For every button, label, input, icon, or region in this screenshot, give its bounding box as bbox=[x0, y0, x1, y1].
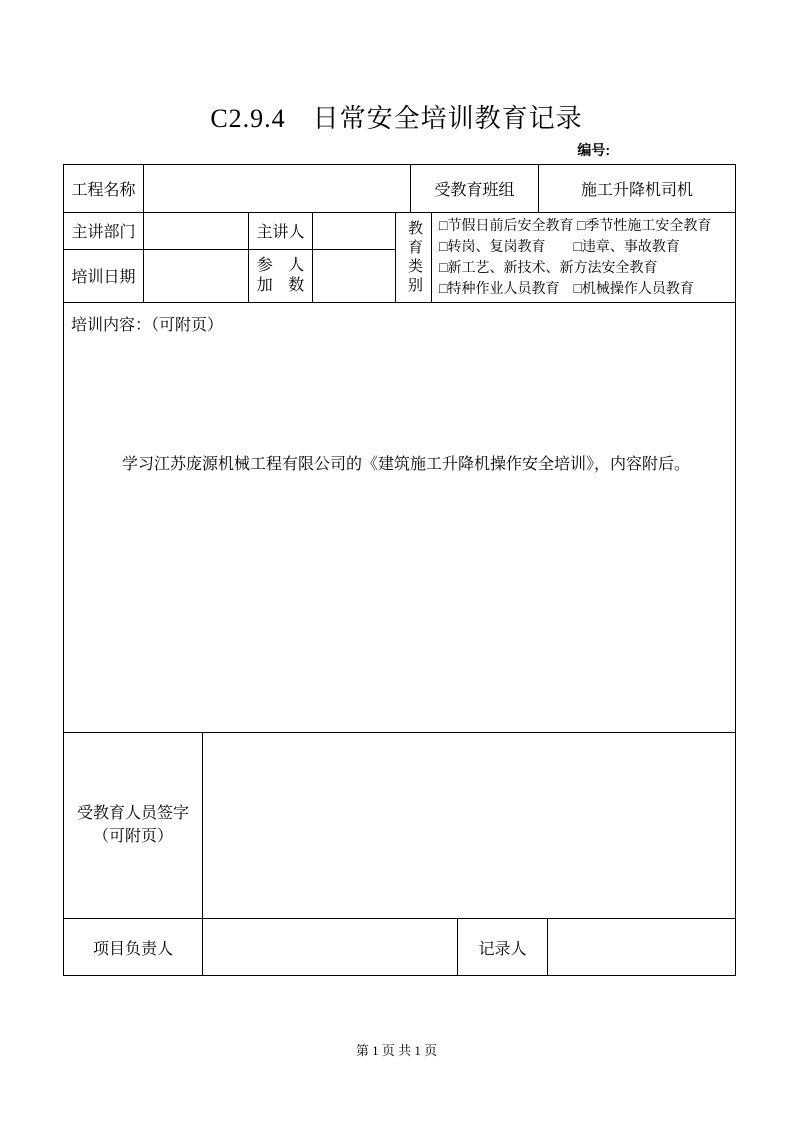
signature-label bbox=[64, 733, 203, 918]
training-content-label: 培训内容：（可附页） bbox=[71, 317, 224, 334]
training-content-cell[interactable] bbox=[64, 303, 735, 732]
signature-value[interactable] bbox=[203, 733, 735, 918]
project-name-value[interactable] bbox=[144, 165, 411, 212]
training-content-text: 学习江苏庞源机械工程有限公司的《建筑施工升降机操作安全培训》，内容附后。 bbox=[122, 456, 691, 473]
edu-category-option-transfer[interactable]: □转岗、复岗教育 □违章、事故教育 bbox=[439, 239, 680, 255]
edu-category-label: 教育类别 bbox=[406, 219, 422, 296]
edu-category-label-cell bbox=[396, 213, 432, 302]
row-training-content bbox=[64, 303, 735, 733]
project-name-label: 工程名称 bbox=[64, 165, 144, 212]
trainee-group-label: 受教育班组 bbox=[411, 165, 539, 212]
form-table bbox=[63, 164, 736, 976]
row-lecturer-and-category bbox=[64, 213, 735, 303]
edu-category-option-special[interactable]: □特种作业人员教育 □机械操作人员教育 bbox=[439, 281, 694, 297]
signature-label-line1: 受教育人员签字 bbox=[76, 805, 189, 823]
participants-label-line2: 人数 bbox=[288, 256, 305, 294]
lecturer-dept-value[interactable] bbox=[144, 213, 249, 249]
row-training-date bbox=[64, 250, 395, 303]
recorder-value[interactable] bbox=[548, 919, 735, 975]
recorder-label: 记录人 bbox=[458, 919, 548, 975]
lecturer-date-grid bbox=[64, 213, 396, 302]
doc-number-label: 编号: bbox=[577, 142, 610, 158]
signature-label-line2: （可附页） bbox=[92, 827, 173, 845]
row-lecturer bbox=[64, 213, 395, 250]
trainee-group-value: 施工升降机司机 bbox=[580, 182, 693, 199]
row-signatures bbox=[64, 733, 735, 919]
training-date-value[interactable] bbox=[144, 250, 249, 303]
edu-category-option-holiday[interactable]: □节假日前后安全教育 □季节性施工安全教育 bbox=[439, 218, 712, 234]
participants-label bbox=[249, 250, 313, 303]
doc-title: C2.9.4 日常安全培训教育记录 bbox=[210, 104, 583, 133]
lecturer-value[interactable] bbox=[313, 213, 395, 249]
row-responsible bbox=[64, 919, 735, 975]
page-number-footer: 第 1 页 共 1 页 bbox=[355, 1043, 438, 1058]
project-manager-label: 项目负责人 bbox=[64, 919, 203, 975]
participants-label-line1: 参加 bbox=[256, 256, 273, 294]
lecturer-dept-label: 主讲部门 bbox=[64, 213, 144, 249]
project-manager-value[interactable] bbox=[203, 919, 458, 975]
edu-category-option-newtech[interactable]: □新工艺、新技术、新方法安全教育 bbox=[439, 260, 658, 276]
participants-value[interactable] bbox=[313, 250, 395, 303]
lecturer-label: 主讲人 bbox=[249, 213, 313, 249]
training-date-label: 培训日期 bbox=[64, 250, 144, 303]
row-project bbox=[64, 165, 735, 213]
edu-category-options bbox=[432, 213, 735, 302]
